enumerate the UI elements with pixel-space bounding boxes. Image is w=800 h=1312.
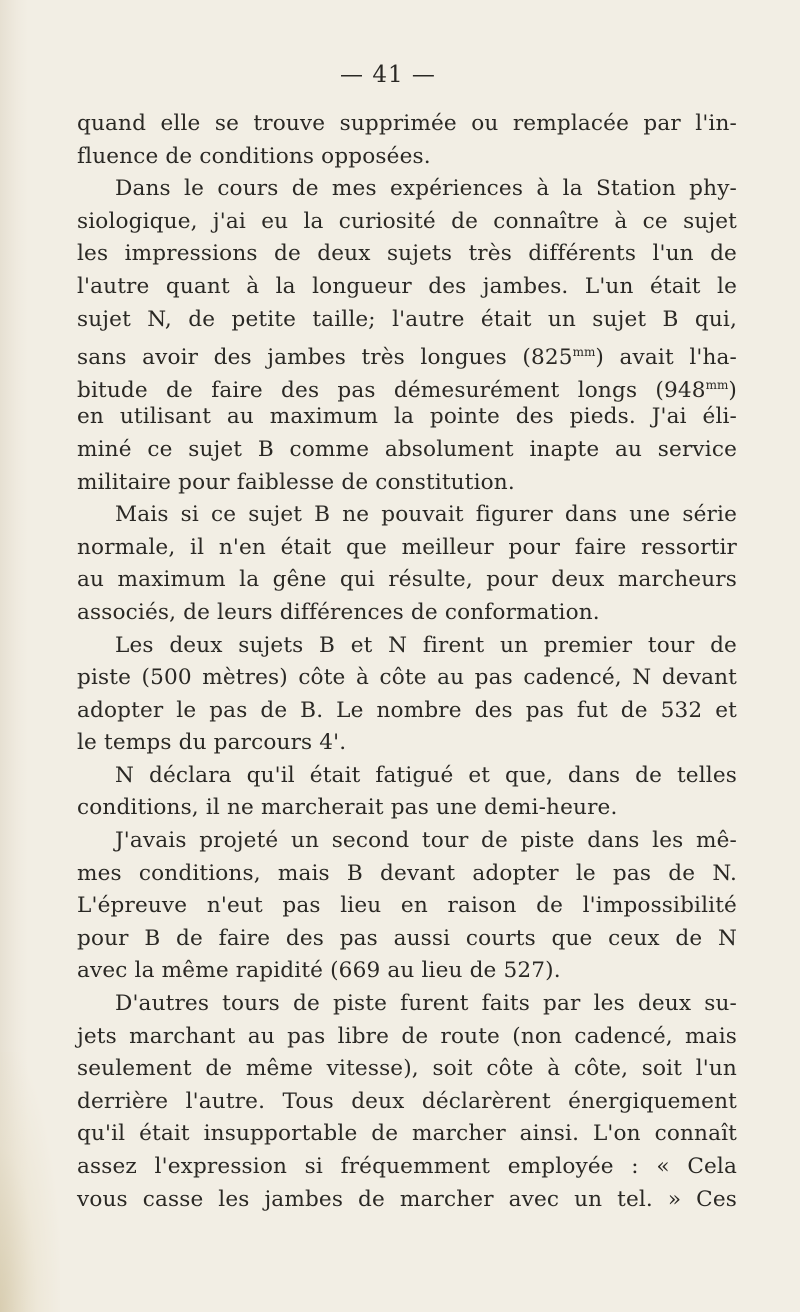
text-line: J'avais projeté un second tour de piste dans les mê- [115,828,737,854]
text-line: siologique, j'ai eu la curiosité de connaître à ce sujet [77,208,737,234]
text-line: vous casse les jambes de marcher avec un tel. » Ces [77,1186,737,1212]
paper-stain [0,1052,60,1312]
text-line: en utilisant au maximum la pointe des pieds. J'ai éli- [77,404,737,430]
text-line: fluence de conditions opposées. [77,143,431,169]
text-line: derrière l'autre. Tous deux déclarèrent énergiquement [77,1088,737,1114]
text-line: normale, il n'en était que meilleur pour faire ressortir [77,534,737,560]
text-line: conditions, il ne marcherait pas une demi-heure. [77,795,618,821]
text-run: ) [728,377,737,403]
text-line: pour B de faire des pas aussi courts que ceux de N [77,925,737,951]
text-line: D'autres tours de piste furent faits par les deux su- [115,991,737,1017]
text-line: miné ce sujet B comme absolument inapte au service [77,436,737,462]
text-line [77,369,737,402]
text-line: L'épreuve n'eut pas lieu en raison de l'impossibilité [77,893,737,919]
text-line: Mais si ce sujet B ne pouvait figurer dans une série [115,502,737,528]
text-line: adopter le pas de B. Le nombre des pas fut de 532 et [77,697,737,723]
page-number: — 41 — [340,62,436,88]
text-line: le temps du parcours 4'. [77,730,347,756]
unit-superscript: mm [572,345,596,360]
text-line: militaire pour faiblesse de constitution. [77,469,515,495]
body-text [77,108,737,1216]
text-line: assez l'expression si fréquemment employée : « Cela [77,1154,737,1179]
text-line: au maximum la gêne qui résulte, pour deux marcheurs [77,567,737,593]
text-line: quand elle se trouve supprimée ou remplacée par l'in- [77,111,737,136]
text-line: associés, de leurs différences de conformation. [77,599,600,625]
text-line: mes conditions, mais B devant adopter le pas de N. [77,860,737,886]
text-line: jets marchant au pas libre de route (non cadencé, mais [77,1023,737,1049]
text-line: l'autre quant à la longueur des jambes. L'un était le [77,273,737,299]
text-line: Les deux sujets B et N firent un premier tour de [115,632,737,658]
text-line: les impressions de deux sujets très différents l'un de [77,241,737,267]
text-run: ) avait l'ha- [595,345,737,371]
text-line: avec la même rapidité (669 au lieu de 527). [77,958,561,984]
text-run: bitude de faire des pas démesurément longs (948 [77,377,706,403]
text-line: seulement de même vitesse), soit côte à côte, soit l'un [77,1056,737,1082]
text-line: qu'il était insupportable de marcher ainsi. L'on connaît [77,1121,737,1147]
text-line: piste (500 mètres) côte à côte au pas cadencé, N devant [77,665,737,691]
text-line [77,336,737,369]
text-line: sujet N, de petite taille; l'autre était un sujet B qui, [77,306,737,332]
text-line: N déclara qu'il était fatigué et que, dans de telles [115,762,737,788]
text-run: sans avoir des jambes très longues (825 [77,345,573,371]
text-line: Dans le cours de mes expériences à la Station phy- [115,176,737,202]
unit-superscript: mm [705,377,729,392]
